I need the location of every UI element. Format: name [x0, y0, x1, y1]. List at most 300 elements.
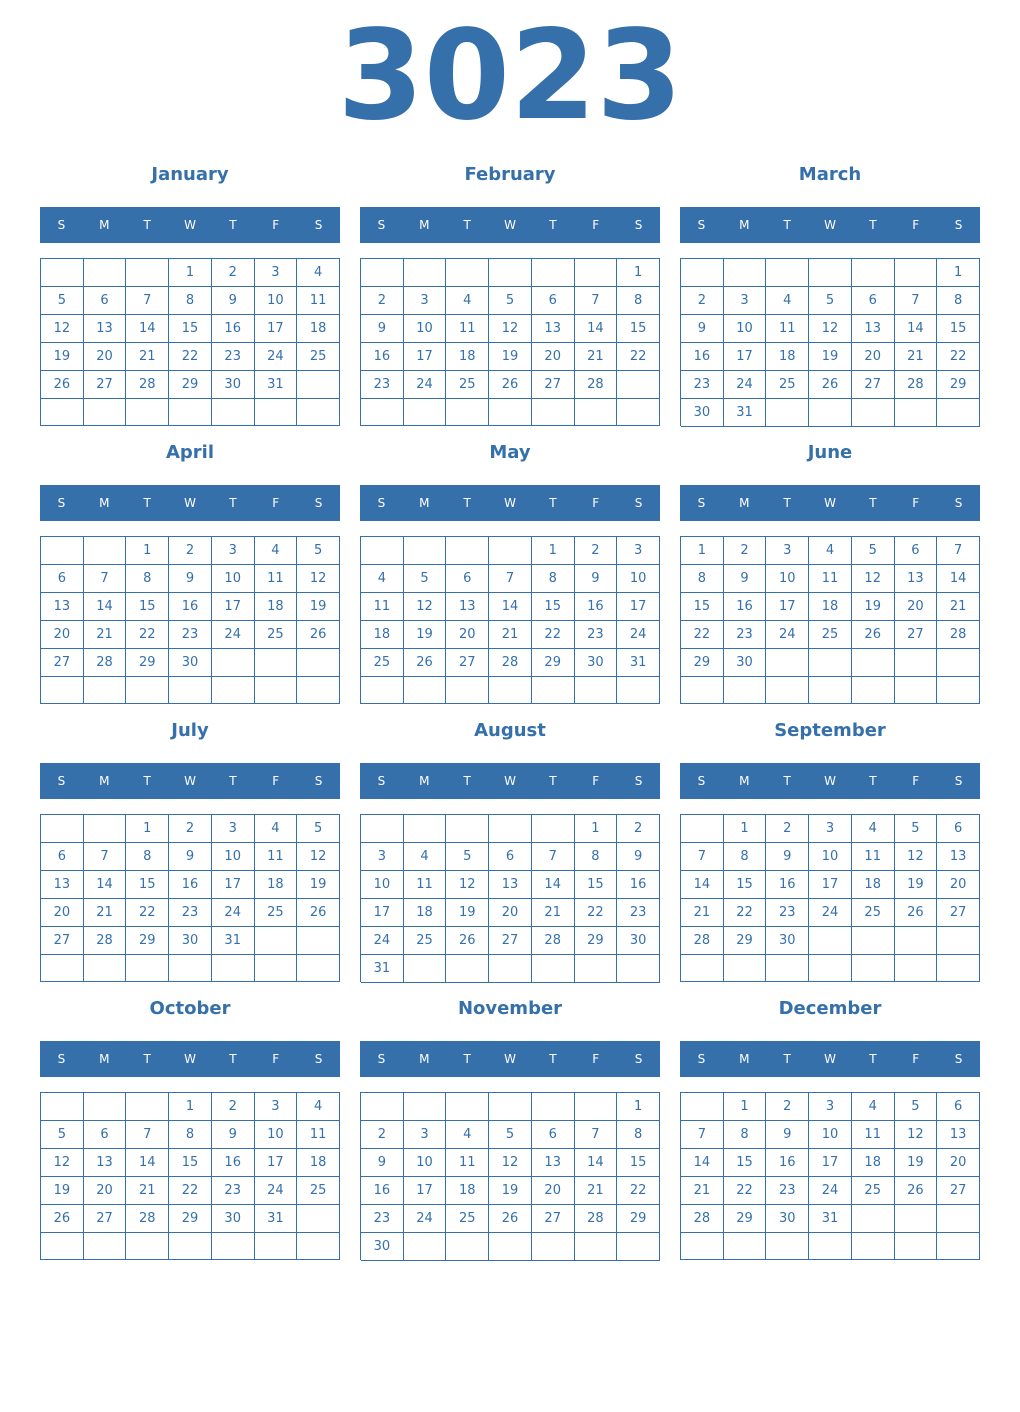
- day-cell: 20: [852, 343, 895, 371]
- month-november: [360, 998, 660, 1268]
- month-name: January: [151, 164, 229, 185]
- day-cell: 1: [724, 815, 767, 843]
- weekday-label: S: [697, 218, 706, 232]
- day-cell: 6: [532, 287, 575, 315]
- weekday-label: T: [143, 218, 151, 232]
- day-cell: 9: [169, 565, 212, 593]
- day-cell: 30: [766, 1205, 809, 1233]
- day-cell: 11: [852, 1121, 895, 1149]
- day-cell: 9: [617, 843, 660, 871]
- weekday-label: W: [824, 496, 836, 510]
- empty-day-cell: [895, 259, 938, 287]
- day-cell: 23: [361, 1205, 404, 1233]
- day-cell: 28: [575, 1205, 618, 1233]
- day-cell: 25: [766, 371, 809, 399]
- empty-day-cell: [297, 1233, 340, 1260]
- empty-day-cell: [766, 1233, 809, 1260]
- day-cell: 28: [895, 371, 938, 399]
- empty-day-cell: [489, 815, 532, 843]
- empty-day-cell: [809, 927, 852, 955]
- day-cell: 7: [84, 843, 127, 871]
- month-august: [360, 720, 660, 990]
- day-cell: 11: [297, 287, 340, 315]
- month-july: [40, 720, 340, 990]
- weekday-label: W: [824, 774, 836, 788]
- day-cell: 19: [809, 343, 852, 371]
- month-name: September: [774, 720, 886, 741]
- empty-day-cell: [126, 955, 169, 982]
- day-cell: 1: [126, 537, 169, 565]
- day-cell: 18: [809, 593, 852, 621]
- weekday-label: S: [57, 1052, 66, 1066]
- day-cell: 2: [766, 1093, 809, 1121]
- day-cell: 1: [617, 1093, 660, 1121]
- day-cell: 1: [169, 259, 212, 287]
- day-cell: 17: [617, 593, 660, 621]
- day-cell: 22: [532, 621, 575, 649]
- month-name: July: [171, 720, 209, 741]
- day-cell: 19: [404, 621, 447, 649]
- empty-day-cell: [41, 259, 84, 287]
- day-cell: 14: [575, 1149, 618, 1177]
- day-cell: 24: [809, 1177, 852, 1205]
- day-cell: 30: [681, 399, 724, 427]
- day-cell: 12: [297, 843, 340, 871]
- empty-day-cell: [41, 537, 84, 565]
- day-cell: 17: [809, 1149, 852, 1177]
- day-cell: 9: [169, 843, 212, 871]
- weekday-label: W: [184, 496, 196, 510]
- empty-day-cell: [41, 1233, 84, 1260]
- month-february: [360, 164, 660, 434]
- empty-day-cell: [809, 677, 852, 704]
- empty-day-cell: [575, 1093, 618, 1121]
- empty-day-cell: [575, 1233, 618, 1261]
- day-cell: 24: [724, 371, 767, 399]
- empty-day-cell: [41, 815, 84, 843]
- day-cell: 6: [895, 537, 938, 565]
- weekday-label: M: [739, 496, 750, 510]
- day-cell: 15: [169, 315, 212, 343]
- day-cell: 8: [681, 565, 724, 593]
- weekday-header: [40, 763, 340, 799]
- day-cell: 1: [575, 815, 618, 843]
- empty-day-cell: [895, 955, 938, 982]
- day-cell: 11: [297, 1121, 340, 1149]
- day-cell: 21: [937, 593, 980, 621]
- day-cell: 4: [361, 565, 404, 593]
- day-cell: 24: [361, 927, 404, 955]
- day-cell: 10: [809, 843, 852, 871]
- day-cell: 15: [724, 1149, 767, 1177]
- day-cell: 2: [766, 815, 809, 843]
- day-cell: 1: [937, 259, 980, 287]
- weekday-label: F: [592, 1052, 600, 1066]
- empty-day-cell: [937, 1233, 980, 1260]
- empty-day-cell: [84, 1093, 127, 1121]
- day-cell: 11: [404, 871, 447, 899]
- weekday-label: W: [504, 774, 516, 788]
- day-cell: 4: [809, 537, 852, 565]
- empty-day-cell: [84, 399, 127, 426]
- empty-day-cell: [404, 259, 447, 287]
- day-cell: 27: [489, 927, 532, 955]
- day-cell: 23: [575, 621, 618, 649]
- day-cell: 7: [489, 565, 532, 593]
- day-cell: 3: [766, 537, 809, 565]
- empty-day-cell: [617, 1233, 660, 1261]
- day-cell: 16: [617, 871, 660, 899]
- day-cell: 10: [361, 871, 404, 899]
- empty-day-cell: [532, 677, 575, 704]
- weekday-label: T: [143, 774, 151, 788]
- empty-day-cell: [297, 677, 340, 704]
- empty-day-cell: [212, 1233, 255, 1260]
- weekday-label: F: [592, 496, 600, 510]
- day-cell: 29: [575, 927, 618, 955]
- empty-day-cell: [766, 399, 809, 427]
- day-cell: 6: [41, 565, 84, 593]
- empty-day-cell: [895, 399, 938, 427]
- empty-day-cell: [41, 677, 84, 704]
- empty-day-cell: [724, 955, 767, 982]
- day-cell: 21: [575, 343, 618, 371]
- day-cell: 3: [212, 815, 255, 843]
- empty-day-cell: [212, 649, 255, 677]
- weekday-label: M: [419, 218, 430, 232]
- day-cell: 29: [724, 1205, 767, 1233]
- empty-day-cell: [361, 677, 404, 704]
- empty-day-cell: [297, 649, 340, 677]
- day-cell: 28: [532, 927, 575, 955]
- day-cell: 22: [169, 343, 212, 371]
- day-cell: 6: [852, 287, 895, 315]
- day-cell: 22: [681, 621, 724, 649]
- weekday-label: M: [739, 774, 750, 788]
- empty-day-cell: [681, 259, 724, 287]
- empty-day-cell: [404, 399, 447, 426]
- weekday-label: S: [377, 496, 386, 510]
- weekday-label: S: [314, 218, 323, 232]
- day-cell: 16: [724, 593, 767, 621]
- weekday-label: S: [954, 1052, 963, 1066]
- day-cell: 10: [617, 565, 660, 593]
- day-grid: [40, 536, 340, 704]
- day-cell: 24: [766, 621, 809, 649]
- day-cell: 19: [41, 343, 84, 371]
- day-cell: 14: [532, 871, 575, 899]
- day-cell: 5: [489, 1121, 532, 1149]
- empty-day-cell: [532, 955, 575, 983]
- day-cell: 14: [84, 593, 127, 621]
- day-cell: 5: [297, 537, 340, 565]
- day-cell: 23: [212, 1177, 255, 1205]
- day-cell: 8: [532, 565, 575, 593]
- day-cell: 5: [446, 843, 489, 871]
- day-cell: 4: [446, 1121, 489, 1149]
- day-cell: 12: [852, 565, 895, 593]
- day-cell: 17: [724, 343, 767, 371]
- day-cell: 18: [255, 871, 298, 899]
- weekday-header: [360, 763, 660, 799]
- weekday-label: W: [184, 218, 196, 232]
- day-cell: 27: [937, 899, 980, 927]
- day-cell: 17: [255, 1149, 298, 1177]
- weekday-label: S: [57, 774, 66, 788]
- empty-day-cell: [852, 955, 895, 982]
- day-cell: 16: [169, 593, 212, 621]
- empty-day-cell: [255, 1233, 298, 1260]
- empty-day-cell: [809, 399, 852, 427]
- day-cell: 17: [766, 593, 809, 621]
- empty-day-cell: [41, 1093, 84, 1121]
- day-grid: [680, 814, 980, 982]
- day-cell: 27: [895, 621, 938, 649]
- day-cell: 29: [617, 1205, 660, 1233]
- weekday-header: [360, 207, 660, 243]
- day-cell: 28: [681, 927, 724, 955]
- day-cell: 18: [766, 343, 809, 371]
- empty-day-cell: [212, 677, 255, 704]
- month-october: [40, 998, 340, 1268]
- empty-day-cell: [489, 955, 532, 983]
- empty-day-cell: [404, 1233, 447, 1261]
- day-cell: 30: [575, 649, 618, 677]
- weekday-label: T: [229, 774, 237, 788]
- empty-day-cell: [489, 1093, 532, 1121]
- empty-day-cell: [361, 399, 404, 426]
- day-cell: 28: [126, 1205, 169, 1233]
- weekday-label: T: [549, 496, 557, 510]
- empty-day-cell: [681, 1233, 724, 1260]
- day-cell: 19: [895, 871, 938, 899]
- empty-day-cell: [937, 399, 980, 427]
- day-cell: 27: [852, 371, 895, 399]
- day-cell: 17: [809, 871, 852, 899]
- day-grid: [40, 258, 340, 426]
- empty-day-cell: [404, 815, 447, 843]
- empty-day-cell: [575, 259, 618, 287]
- day-cell: 31: [724, 399, 767, 427]
- day-cell: 21: [126, 343, 169, 371]
- day-cell: 27: [84, 1205, 127, 1233]
- empty-day-cell: [446, 1233, 489, 1261]
- day-cell: 16: [361, 1177, 404, 1205]
- day-cell: 21: [126, 1177, 169, 1205]
- day-cell: 25: [297, 343, 340, 371]
- day-cell: 17: [255, 315, 298, 343]
- empty-day-cell: [169, 955, 212, 982]
- day-cell: 8: [724, 1121, 767, 1149]
- day-cell: 22: [617, 1177, 660, 1205]
- empty-day-cell: [766, 955, 809, 982]
- day-cell: 4: [297, 259, 340, 287]
- empty-day-cell: [297, 955, 340, 982]
- weekday-label: W: [504, 218, 516, 232]
- day-cell: 15: [126, 593, 169, 621]
- weekday-label: M: [739, 218, 750, 232]
- empty-day-cell: [895, 1233, 938, 1260]
- day-cell: 22: [937, 343, 980, 371]
- weekday-label: M: [99, 774, 110, 788]
- day-cell: 12: [489, 1149, 532, 1177]
- day-cell: 17: [404, 343, 447, 371]
- day-cell: 8: [724, 843, 767, 871]
- weekday-label: S: [954, 218, 963, 232]
- weekday-label: M: [419, 496, 430, 510]
- day-cell: 31: [617, 649, 660, 677]
- day-cell: 23: [361, 371, 404, 399]
- day-cell: 1: [532, 537, 575, 565]
- day-grid: [680, 536, 980, 704]
- day-cell: 1: [681, 537, 724, 565]
- empty-day-cell: [724, 1233, 767, 1260]
- day-cell: 26: [41, 371, 84, 399]
- weekday-label: M: [419, 774, 430, 788]
- day-cell: 3: [809, 815, 852, 843]
- day-cell: 17: [404, 1177, 447, 1205]
- empty-day-cell: [617, 371, 660, 399]
- day-grid: [360, 1092, 660, 1260]
- day-cell: 26: [446, 927, 489, 955]
- weekday-label: F: [592, 218, 600, 232]
- day-grid: [360, 814, 660, 982]
- weekday-header: [40, 207, 340, 243]
- weekday-label: T: [229, 218, 237, 232]
- weekday-label: F: [272, 1052, 280, 1066]
- day-cell: 24: [255, 1177, 298, 1205]
- weekday-header: [40, 1041, 340, 1077]
- day-cell: 23: [766, 1177, 809, 1205]
- day-cell: 10: [212, 565, 255, 593]
- day-cell: 20: [937, 1149, 980, 1177]
- weekday-label: F: [592, 774, 600, 788]
- weekday-label: S: [697, 496, 706, 510]
- weekday-label: T: [549, 218, 557, 232]
- day-cell: 17: [212, 871, 255, 899]
- day-grid: [680, 1092, 980, 1260]
- weekday-label: T: [463, 774, 471, 788]
- day-cell: 24: [404, 1205, 447, 1233]
- day-cell: 26: [852, 621, 895, 649]
- day-cell: 26: [41, 1205, 84, 1233]
- day-cell: 21: [84, 899, 127, 927]
- day-cell: 16: [766, 871, 809, 899]
- empty-day-cell: [681, 955, 724, 982]
- day-cell: 4: [766, 287, 809, 315]
- weekday-label: W: [504, 1052, 516, 1066]
- empty-day-cell: [361, 1093, 404, 1121]
- weekday-label: S: [314, 774, 323, 788]
- weekday-label: T: [549, 774, 557, 788]
- day-cell: 30: [724, 649, 767, 677]
- day-cell: 8: [126, 843, 169, 871]
- day-cell: 14: [575, 315, 618, 343]
- empty-day-cell: [84, 955, 127, 982]
- day-cell: 5: [404, 565, 447, 593]
- day-cell: 13: [41, 871, 84, 899]
- day-cell: 18: [297, 315, 340, 343]
- day-grid: [40, 814, 340, 982]
- day-grid: [360, 536, 660, 704]
- day-cell: 30: [169, 649, 212, 677]
- day-cell: 21: [532, 899, 575, 927]
- day-cell: 16: [212, 315, 255, 343]
- empty-day-cell: [255, 955, 298, 982]
- empty-day-cell: [126, 399, 169, 426]
- day-cell: 10: [809, 1121, 852, 1149]
- empty-day-cell: [809, 955, 852, 982]
- empty-day-cell: [169, 677, 212, 704]
- day-cell: 12: [297, 565, 340, 593]
- day-cell: 21: [681, 899, 724, 927]
- weekday-label: S: [314, 496, 323, 510]
- day-cell: 21: [681, 1177, 724, 1205]
- day-cell: 23: [617, 899, 660, 927]
- day-cell: 23: [724, 621, 767, 649]
- day-cell: 28: [937, 621, 980, 649]
- day-cell: 12: [404, 593, 447, 621]
- day-cell: 30: [169, 927, 212, 955]
- day-cell: 4: [446, 287, 489, 315]
- day-cell: 28: [84, 649, 127, 677]
- empty-day-cell: [937, 927, 980, 955]
- day-cell: 13: [41, 593, 84, 621]
- day-cell: 22: [724, 899, 767, 927]
- day-cell: 17: [361, 899, 404, 927]
- day-cell: 25: [255, 621, 298, 649]
- day-cell: 14: [895, 315, 938, 343]
- day-cell: 13: [895, 565, 938, 593]
- day-cell: 10: [724, 315, 767, 343]
- day-cell: 7: [681, 1121, 724, 1149]
- day-cell: 9: [361, 1149, 404, 1177]
- empty-day-cell: [937, 1205, 980, 1233]
- day-cell: 20: [489, 899, 532, 927]
- day-cell: 22: [575, 899, 618, 927]
- day-cell: 7: [681, 843, 724, 871]
- day-cell: 14: [489, 593, 532, 621]
- weekday-label: M: [99, 496, 110, 510]
- empty-day-cell: [297, 371, 340, 399]
- day-cell: 5: [489, 287, 532, 315]
- weekday-label: S: [697, 774, 706, 788]
- day-cell: 27: [446, 649, 489, 677]
- day-cell: 25: [852, 1177, 895, 1205]
- day-cell: 20: [84, 343, 127, 371]
- day-cell: 26: [895, 899, 938, 927]
- weekday-label: T: [869, 774, 877, 788]
- weekday-label: T: [869, 496, 877, 510]
- day-cell: 28: [84, 927, 127, 955]
- empty-day-cell: [809, 1233, 852, 1260]
- empty-day-cell: [446, 537, 489, 565]
- day-grid: [680, 258, 980, 426]
- day-cell: 28: [489, 649, 532, 677]
- empty-day-cell: [489, 537, 532, 565]
- empty-day-cell: [895, 927, 938, 955]
- empty-day-cell: [361, 259, 404, 287]
- empty-day-cell: [255, 927, 298, 955]
- day-cell: 7: [937, 537, 980, 565]
- day-cell: 25: [852, 899, 895, 927]
- day-cell: 19: [446, 899, 489, 927]
- day-cell: 18: [255, 593, 298, 621]
- day-cell: 9: [681, 315, 724, 343]
- empty-day-cell: [681, 677, 724, 704]
- day-cell: 29: [532, 649, 575, 677]
- day-cell: 22: [617, 343, 660, 371]
